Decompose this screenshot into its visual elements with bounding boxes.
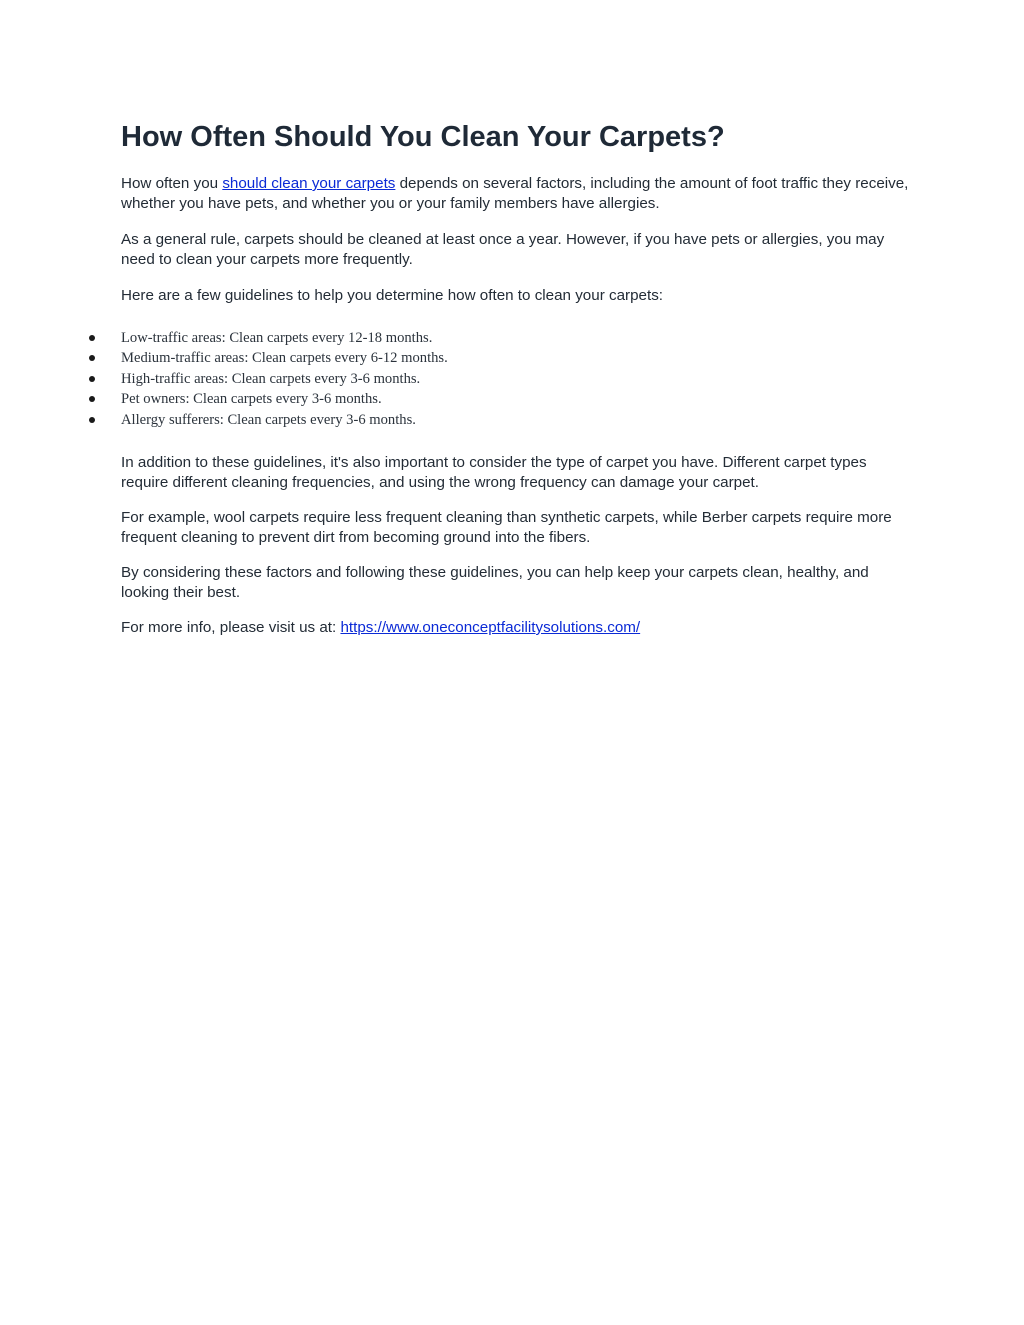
carpet-type-paragraph: In addition to these guidelines, it's also important to consider the type of carpet you have. Different carpet types require different cleaning frequencies, and using the wrong frequency can damage your carpet.	[121, 454, 867, 491]
list-item-text: Pet owners: Clean carpets every 3-6 months.	[121, 391, 382, 408]
intro-text-after-link: depends on several factors, including the amount of foot traffic they receive, whether you have pets, and whether you or your family members have allergies.	[121, 175, 909, 212]
list-item-text: High-traffic areas: Clean carpets every 3-6 months.	[121, 370, 421, 387]
intro-paragraph	[121, 174, 911, 213]
intro-text-before-link: How often you	[121, 175, 223, 192]
page-title: How Often Should You Clean Your Carpets?	[121, 121, 725, 153]
example-paragraph: For example, wool carpets require less frequent cleaning than synthetic carpets, while Berber carpets require more frequent cleaning to prevent dirt from becoming ground into the fibers.	[121, 509, 892, 546]
general-rule-paragraph: As a general rule, carpets should be cleaned at least once a year. However, if you have pets or allergies, you may need to clean your carpets more frequently.	[121, 231, 885, 268]
bullet-icon	[89, 376, 95, 382]
list-item-text: Allergy sufferers: Clean carpets every 3-6 months.	[121, 411, 416, 428]
more-info-paragraph	[121, 618, 911, 638]
conclusion-paragraph: By considering these factors and following these guidelines, you can help keep your carpets clean, healthy, and looking their best.	[121, 564, 869, 601]
bullet-icon	[89, 355, 95, 361]
guidelines-lead-paragraph: Here are a few guidelines to help you determine how often to clean your carpets:	[121, 287, 664, 304]
more-info-label: For more info, please visit us at:	[121, 619, 341, 636]
website-link[interactable]: https://www.oneconceptfacilitysolutions.com/	[340, 619, 641, 636]
bullet-icon	[89, 396, 95, 402]
list-item-text: Medium-traffic areas: Clean carpets every 6-12 months.	[121, 350, 448, 367]
list-item-text: Low-traffic areas: Clean carpets every 12-18 months.	[121, 330, 433, 346]
bullet-icon	[89, 417, 95, 423]
bullet-icon	[89, 335, 95, 341]
clean-carpets-link[interactable]: should clean your carpets	[222, 175, 396, 192]
